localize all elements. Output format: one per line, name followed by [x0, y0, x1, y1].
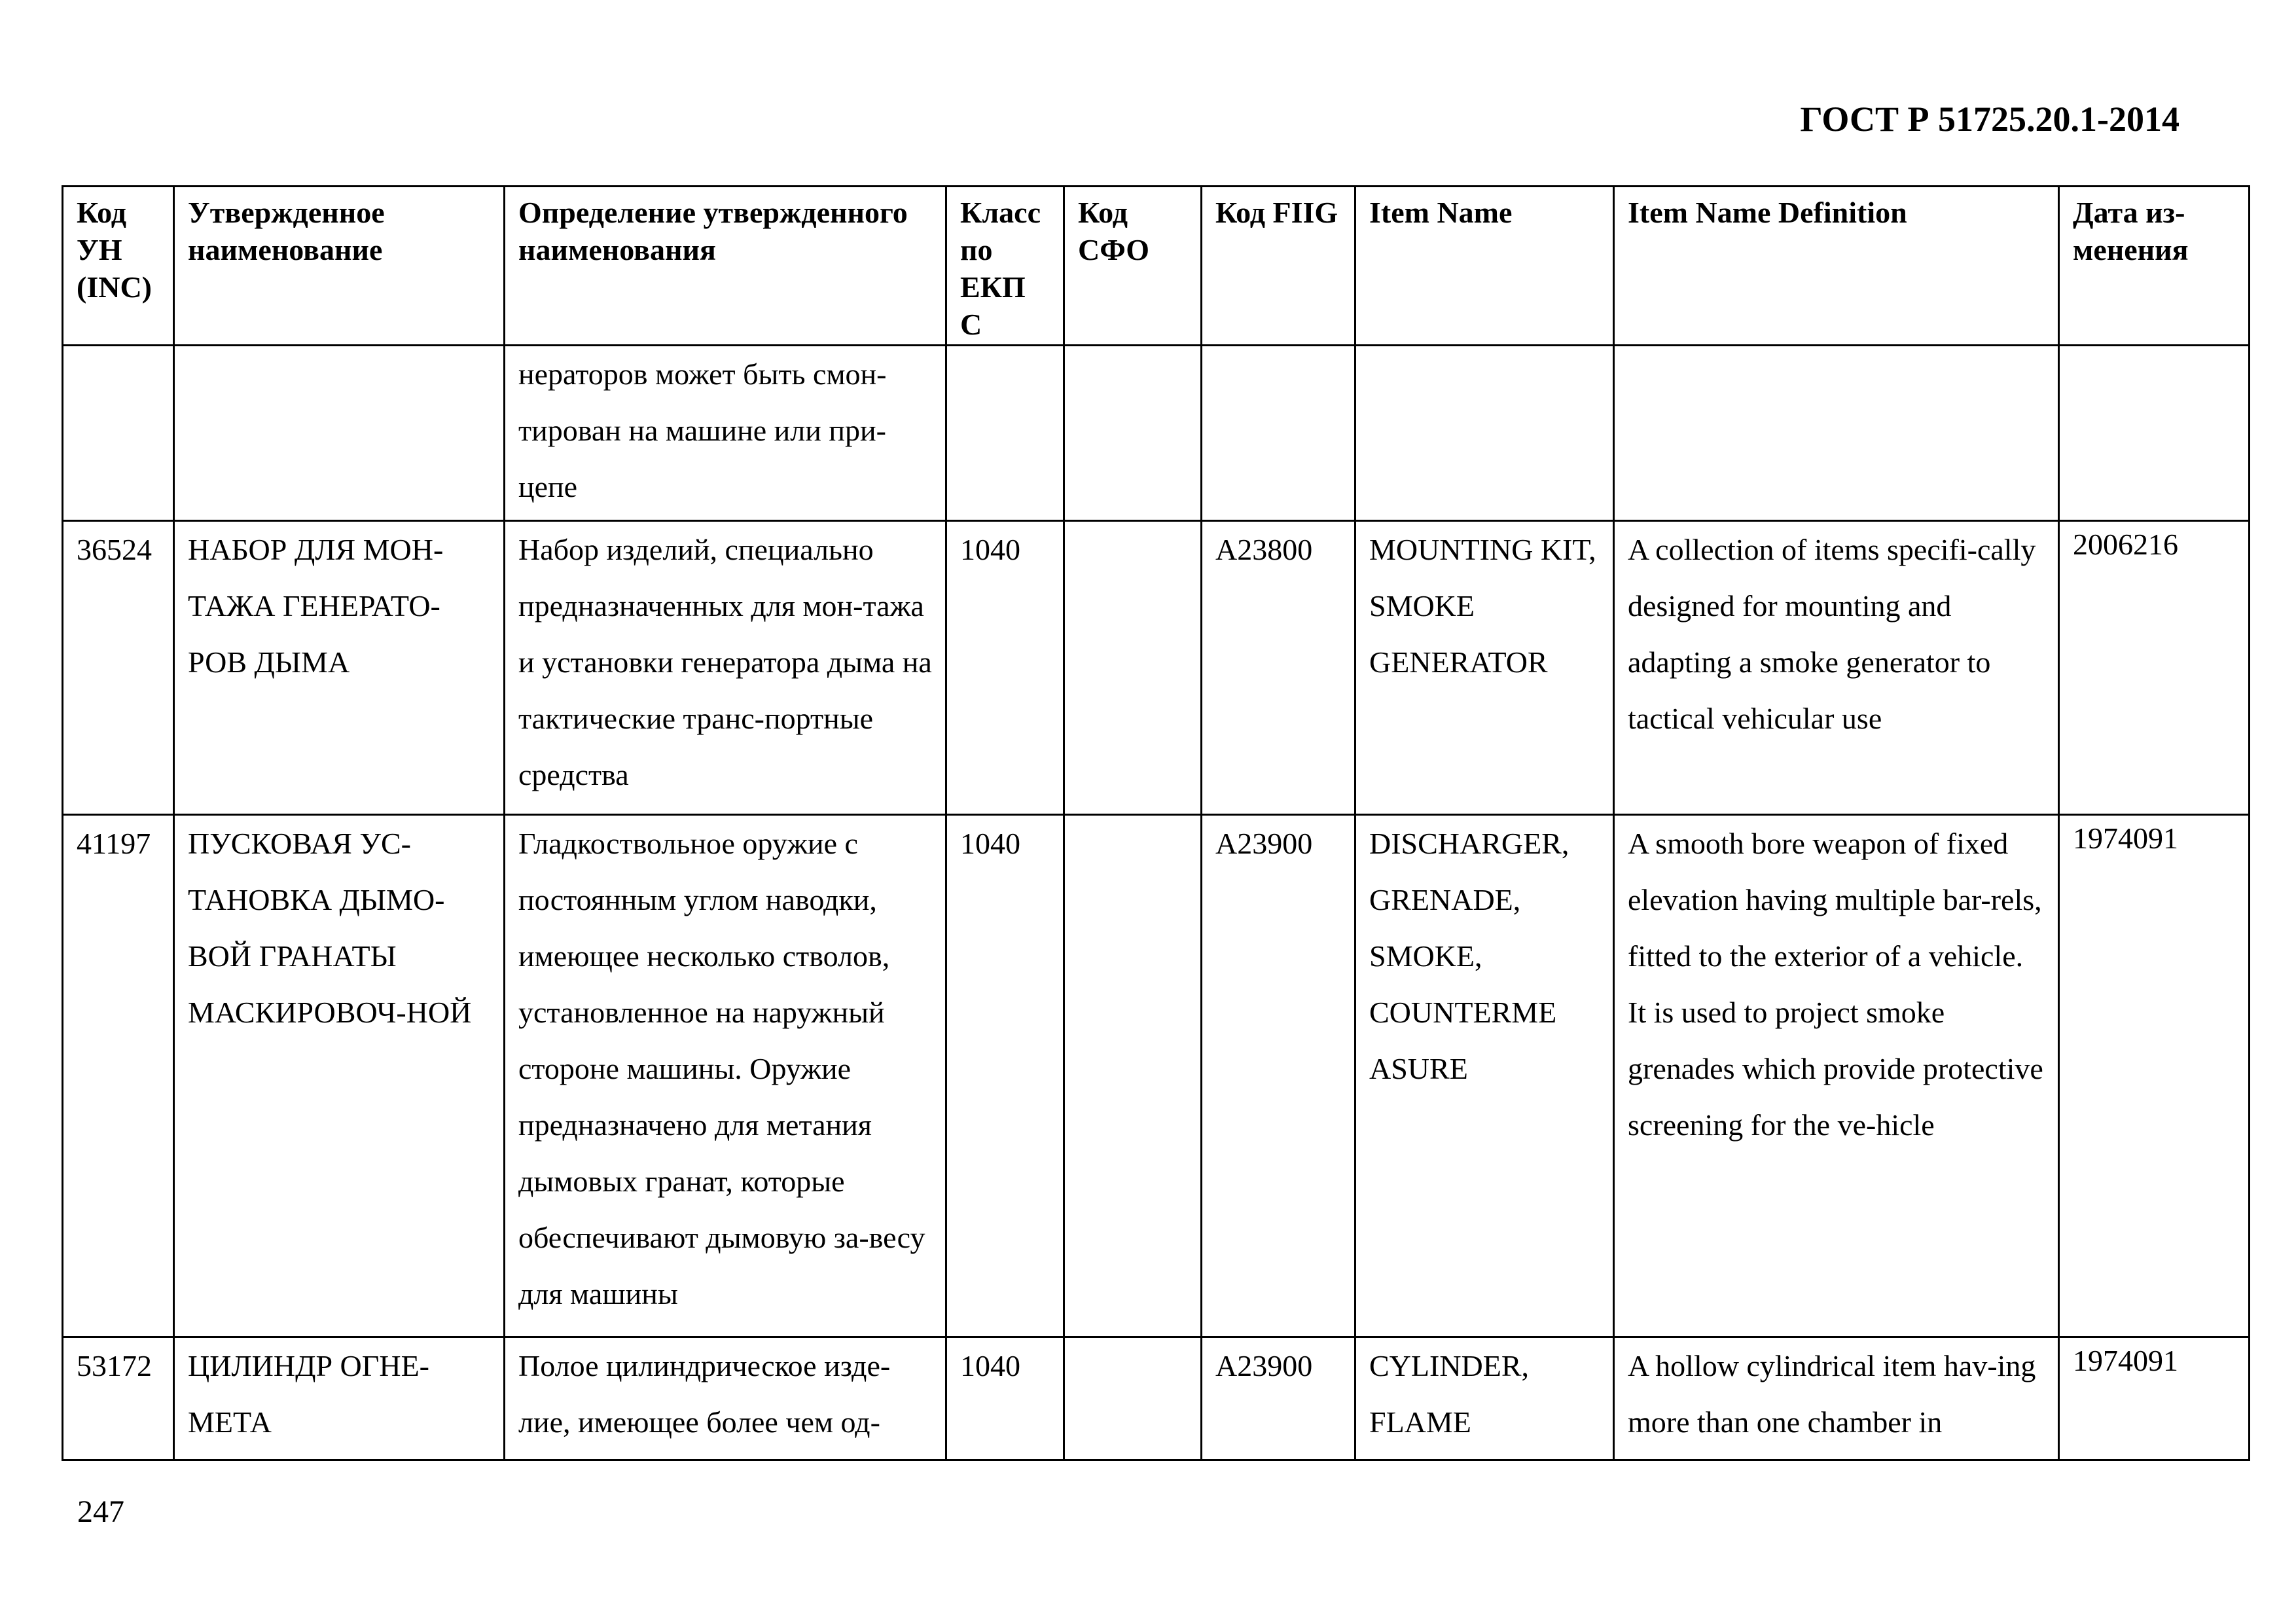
cell-inc: 41197: [63, 815, 174, 1337]
cell-definition: Набор изделий, специально предназначенных для мон-тажа и установки генератора дыма на тактические транс-портные средства: [505, 521, 946, 815]
table-header-row: [63, 187, 2250, 346]
table-row-continuation: [63, 346, 2250, 521]
header-approved-name: Утвержденное наименование: [174, 187, 505, 346]
change-date-value: 1974091: [2073, 821, 2178, 855]
cell-definition: Полое цилиндрическое изде-лие, имеющее более чем од-: [505, 1337, 946, 1460]
cell-sfo-code: [1064, 1337, 1202, 1460]
cell-item-name-definition: [1614, 346, 2059, 521]
cell-item-name: DISCHARGER, GRENADE, SMOKE, COUNTERME ASURE: [1355, 815, 1614, 1337]
nomenclature-table: [62, 185, 2250, 1461]
cell-ekps-class: [946, 346, 1064, 521]
cell-ekps-class: 1040: [946, 521, 1064, 815]
cell-ekps-class: 1040: [946, 815, 1064, 1337]
change-date-value: 2006216: [2073, 528, 2178, 561]
cell-fiig-code: A23900: [1202, 1337, 1355, 1460]
table-row: [63, 521, 2250, 815]
cell-fiig-code: [1202, 346, 1355, 521]
header-change-date: Дата из-менения: [2059, 187, 2250, 346]
cell-approved-name: НАБОР ДЛЯ МОН-ТАЖА ГЕНЕРАТО-РОВ ДЫМА: [174, 521, 505, 815]
cell-fiig-code: A23900: [1202, 815, 1355, 1337]
cell-inc: [63, 346, 174, 521]
cell-change-date: [2059, 521, 2250, 815]
cell-change-date: [2059, 1337, 2250, 1460]
page-number: 247: [77, 1494, 124, 1529]
cell-sfo-code: [1064, 346, 1202, 521]
cell-sfo-code: [1064, 815, 1202, 1337]
header-item-name: Item Name: [1355, 187, 1614, 346]
cell-definition: нераторов может быть смон-тирован на машине или при-цепе: [505, 346, 946, 521]
cell-item-name-definition: A smooth bore weapon of fixed elevation having multiple bar-rels, fitted to the exterior of a vehicle. It is used to project smoke grenades which provide protective screening for the ve-hicle: [1614, 815, 2059, 1337]
cell-item-name: CYLINDER, FLAME: [1355, 1337, 1614, 1460]
cell-change-date: [2059, 815, 2250, 1337]
cell-item-name-definition: A hollow cylindrical item hav-ing more than one chamber in: [1614, 1337, 2059, 1460]
header-fiig-code: Код FIIG: [1202, 187, 1355, 346]
cell-fiig-code: A23800: [1202, 521, 1355, 815]
header-definition: Определение утвержденного наименования: [505, 187, 946, 346]
cell-sfo-code: [1064, 521, 1202, 815]
table-row: [63, 1337, 2250, 1460]
table-row: [63, 815, 2250, 1337]
cell-item-name: MOUNTING KIT, SMOKE GENERATOR: [1355, 521, 1614, 815]
cell-approved-name: ПУСКОВАЯ УС-ТАНОВКА ДЫМО-ВОЙ ГРАНАТЫ МАСКИРОВОЧ-НОЙ: [174, 815, 505, 1337]
cell-definition: Гладкоствольное оружие с постоянным углом наводки, имеющее несколько стволов, установленное на наружный стороне машины. Оружие предназначено для метания дымовых гранат, которые обеспечивают дымовую за-весу для машины: [505, 815, 946, 1337]
header-sfo-code: Код СФО: [1064, 187, 1202, 346]
header-item-name-definition: Item Name Definition: [1614, 187, 2059, 346]
header-ekps-class: Класс по ЕКП С: [946, 187, 1064, 346]
cell-inc: 36524: [63, 521, 174, 815]
cell-inc: 53172: [63, 1337, 174, 1460]
document-code: ГОСТ Р 51725.20.1-2014: [1800, 99, 2179, 139]
cell-ekps-class: 1040: [946, 1337, 1064, 1460]
change-date-value: 1974091: [2073, 1344, 2178, 1377]
cell-approved-name: [174, 346, 505, 521]
cell-item-name: [1355, 346, 1614, 521]
header-inc: Код УН (INC): [63, 187, 174, 346]
cell-change-date: [2059, 346, 2250, 521]
cell-approved-name: ЦИЛИНДР ОГНЕ-МЕТА: [174, 1337, 505, 1460]
cell-item-name-definition: A collection of items specifi-cally designed for mounting and adapting a smoke generator to tactical vehicular use: [1614, 521, 2059, 815]
